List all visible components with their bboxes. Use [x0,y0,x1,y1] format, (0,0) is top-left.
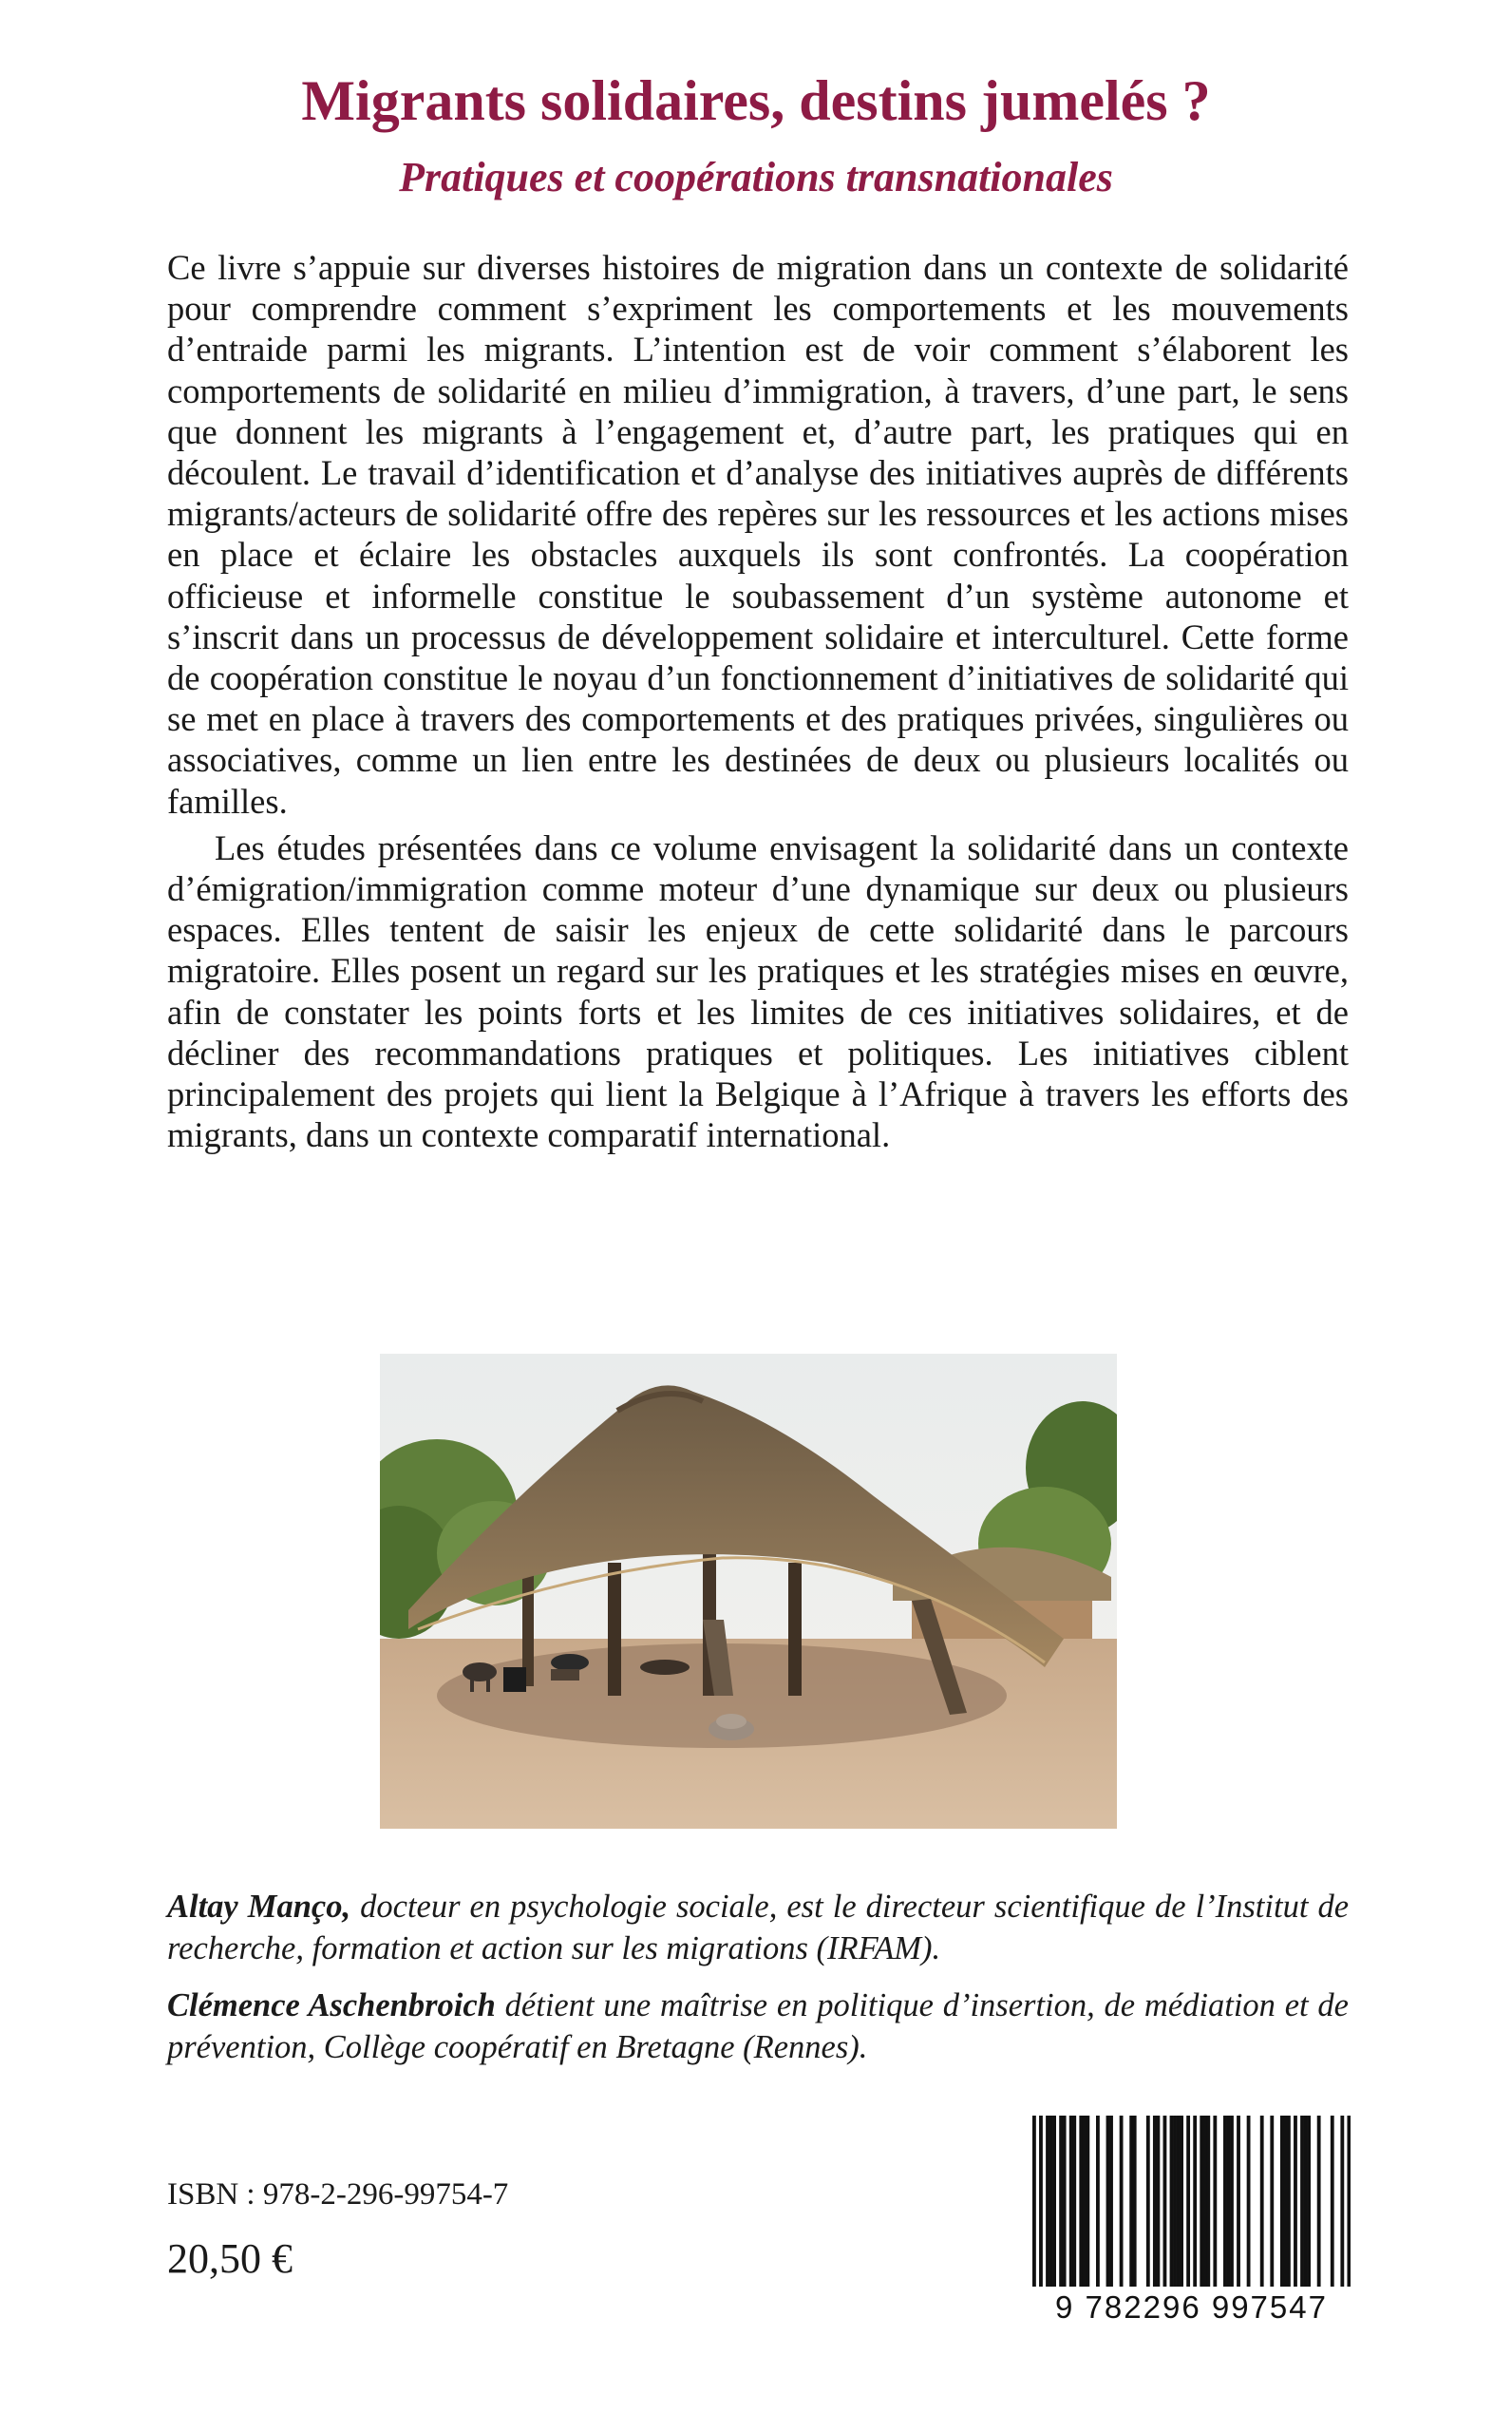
barcode-bar [1193,2116,1197,2287]
barcode-bar [1109,2116,1113,2287]
book-subtitle: Pratiques et coopérations transnationales [399,154,1113,200]
author-desc-2: détient une maîtrise en politique d’insertion, de médiation et de prévention, Collège coopératif en Bretagne (Rennes). [167,1987,1349,2065]
barcode-bar [1170,2116,1174,2287]
isbn-number: ISBN : 978-2-296-99754-7 [167,2177,509,2212]
barcode-bar [1046,2116,1049,2287]
barcode-bar [1287,2116,1291,2287]
barcode-bar [1177,2116,1181,2287]
barcode-bar [1156,2116,1160,2287]
barcode-bar [1063,2116,1067,2287]
barcode-bar [1133,2116,1137,2287]
barcode-bar [1049,2116,1053,2287]
barcode-bar [1270,2116,1274,2287]
barcode-bar [1153,2116,1157,2287]
barcode-bar [1213,2116,1217,2287]
barcode-bar [1120,2116,1124,2287]
barcode-bar [1223,2116,1227,2287]
author-bios [167,1886,1349,2083]
summary-text [167,247,1349,1155]
book-title: Migrants solidaires, destins jumelés ? [301,69,1211,132]
barcode-bar [1173,2116,1177,2287]
barcode-bar [1203,2116,1207,2287]
barcode-bars [1032,2116,1351,2296]
barcode-bar [1079,2116,1083,2287]
barcode-digits: 9 782296 997547 [1055,2289,1328,2325]
barcode-bar [1317,2116,1321,2287]
thatched-shelter-illustration [380,1354,1117,1829]
barcode-bar [1039,2116,1043,2287]
barcode-bar [1086,2116,1089,2287]
summary-paragraph-1: Ce livre s’appuie sur diverses histoires de migration dans un contexte de solidarité pour comprendre comment s’expriment les comportements et les mouvements d’entraide parmi les migrants. L’intention est de voir comment s’élaborent les comportements de solidarité en milieu d’immigration, à travers, d’une part, le sens que donnent les migrants à l’engagement et, d’autre part, les pratiques qui en découlent. Le travail d’identification et d’analyse des initiatives auprès de différents migrants/acteurs de solidarité offre des repères sur les ressources et les actions mises en place et éclaire les obstacles auxquels ils sont confrontés. La coopération officieuse et informelle constitue le soubassement d’un système autonome et s’inscrit dans un processus de développement solidaire et interculturel. Cette forme de coopération constitue le noyau d’un fonctionnement d’initiatives de solidarité qui se met en place à travers des comportements et des pratiques privées, singulières ou associatives, comme un lien entre les destinées de deux ou plusieurs localités ou familles. [167,248,1349,821]
barcode-bar [1237,2116,1240,2287]
barcode-bar [1206,2116,1210,2287]
barcode-bar [1096,2116,1100,2287]
barcode-bar [1129,2116,1133,2287]
barcode-bar [1106,2116,1110,2287]
barcode-bar [1260,2116,1264,2287]
barcode-bar [1200,2116,1203,2287]
cover-photo-thatched-shelter [380,1354,1117,1829]
author-name-2: Clémence Aschenbroich [167,1987,496,2023]
barcode-bar [1059,2116,1063,2287]
barcode-graphic [1032,2116,1351,2296]
barcode-bar [1307,2116,1311,2287]
barcode-bar [1283,2116,1287,2287]
barcode-bar [1230,2116,1234,2287]
barcode-bar [1340,2116,1344,2287]
barcode-bar [1304,2116,1308,2287]
barcode-bar [1083,2116,1087,2287]
barcode-bar [1146,2116,1150,2287]
barcode-bar [1347,2116,1351,2287]
author-bio-2 [167,1985,1349,2068]
barcode-bar [1072,2116,1076,2287]
barcode-bar [1069,2116,1073,2287]
barcode-bar [1032,2116,1036,2287]
author-desc-1: docteur en psychologie sociale, est le directeur scientifique de l’Institut de recherche, formation et action sur les migrations (IRFAM). [167,1889,1350,1966]
author-bio-1 [167,1886,1349,1969]
barcode-bar [1300,2116,1304,2287]
barcode-bar [1227,2116,1231,2287]
author-name-1: Altay Manço, [167,1889,351,1925]
price-label: 20,50 € [167,2235,293,2282]
barcode-bar [1247,2116,1251,2287]
barcode-bar [1186,2116,1190,2287]
barcode-bar [1163,2116,1167,2287]
barcode-bar [1280,2116,1284,2287]
barcode-bar [1294,2116,1297,2287]
barcode-bar [1331,2116,1334,2287]
barcode-bar [1052,2116,1056,2287]
summary-paragraph-2: Les études présentées dans ce volume envisagent la solidarité dans un contexte d’émigration/immigration comme moteur d’une dynamique sur deux ou plusieurs espaces. Elles tentent de saisir les enjeux de cette solidarité dans le parcours migratoire. Elles posent un regard sur les pratiques et les stratégies mises en œuvre, afin de constater les points forts et les limites de ces initiatives solidaires, et de décliner des recommandations pratiques et politiques. Les initiatives ciblent principalement des projets qui lient la Belgique à l’Afrique à travers les efforts des migrants, dans un contexte comparatif international. [167,827,1349,1155]
barcode-bar [1180,2116,1183,2287]
